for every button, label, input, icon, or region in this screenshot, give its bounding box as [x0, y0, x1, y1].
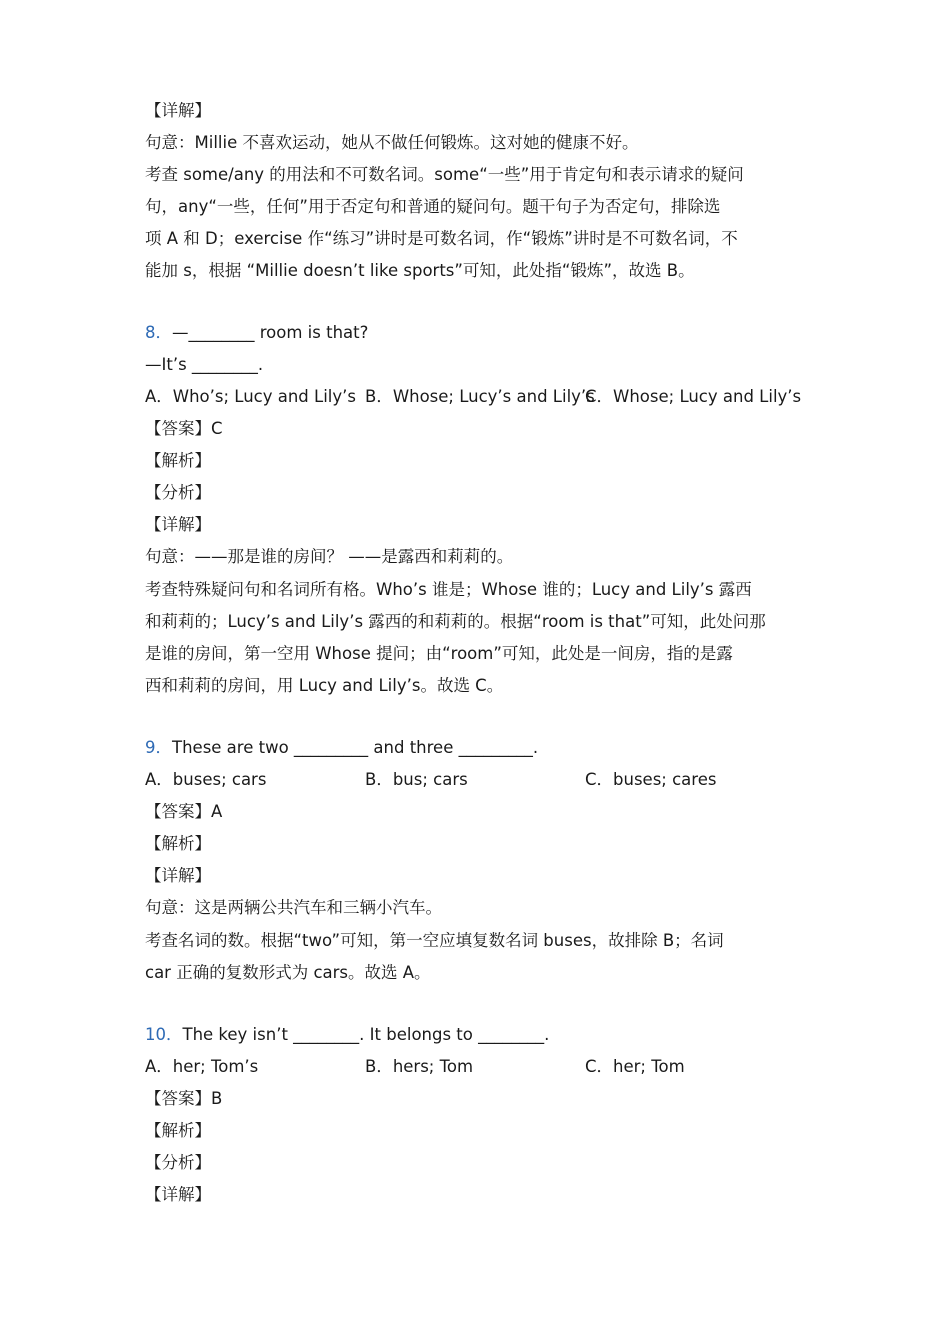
question-number: 10．	[145, 1025, 183, 1044]
answer-label: 【答案】B	[145, 1089, 223, 1108]
explanation-line: 考查名词的数。根据“two”可知，第一空应填复数名词 buses，故排除 B；名词	[145, 931, 724, 950]
explanation-line: car 正确的复数形式为 cars。故选 A。	[145, 963, 431, 982]
analysis-label: 【解析】	[145, 834, 211, 853]
question-8-stem-line-2: —It’s ________.	[145, 355, 264, 374]
option-b: B．bus; cars	[365, 770, 468, 789]
option-b: B．Whose; Lucy’s and Lily’s	[365, 387, 595, 406]
option-b: B．hers; Tom	[365, 1057, 474, 1076]
question-number: 8．	[145, 323, 172, 342]
option-a: A．Who’s; Lucy and Lily’s	[145, 387, 356, 406]
question-text: —________ room is that?	[172, 323, 369, 342]
detail-label: 【详解】	[145, 515, 211, 534]
fenxi-label: 【分析】	[145, 483, 211, 502]
explanation-line: 西和莉莉的房间，用 Lucy and Lily’s。故选 C。	[145, 676, 504, 695]
sentence-meaning: 句意：这是两辆公共汽车和三辆小汽车。	[145, 898, 442, 917]
question-number: 9．	[145, 738, 172, 757]
answer-label: 【答案】C	[145, 419, 223, 438]
sentence-meaning: 句意：——那是谁的房间？ ——是露西和莉莉的。	[145, 547, 514, 566]
option-c: C．buses; cares	[585, 770, 717, 789]
question-9-stem	[145, 737, 538, 759]
answer-label: 【答案】A	[145, 802, 223, 821]
fenxi-label: 【分析】	[145, 1153, 211, 1172]
sentence-meaning: 句意：Millie 不喜欢运动，她从不做任何锻炼。这对她的健康不好。	[145, 133, 639, 152]
question-10-stem	[145, 1024, 549, 1046]
detail-label: 【详解】	[145, 101, 211, 120]
option-c: C．her; Tom	[585, 1057, 685, 1076]
detail-label: 【详解】	[145, 1185, 211, 1204]
option-a: A．buses; cars	[145, 770, 267, 789]
explanation-line: 是谁的房间，第一空用 Whose 提问；由“room”可知，此处是一间房，指的是露	[145, 644, 733, 663]
question-text: These are two _________ and three _________.	[172, 738, 539, 757]
explanation-line: 能加 s，根据 “Millie doesn’t like sports”可知，此处指“锻炼”，故选 B。	[145, 261, 695, 280]
option-c: C．Whose; Lucy and Lily’s	[585, 387, 802, 406]
explanation-line: 考查特殊疑问句和名词所有格。Who’s 谁是；Whose 谁的；Lucy and Lily’s 露西	[145, 580, 752, 599]
question-text: The key isn’t ________. It belongs to ________.	[182, 1025, 550, 1044]
explanation-line: 和莉莉的；Lucy’s and Lily’s 露西的和莉莉的。根据“room is that”可知，此处问那	[145, 612, 766, 631]
explanation-line: 句，any“一些，任何”用于否定句和普通的疑问句。题干句子为否定句，排除选	[145, 197, 721, 216]
analysis-label: 【解析】	[145, 1121, 211, 1140]
detail-label: 【详解】	[145, 866, 211, 885]
option-a: A．her; Tom’s	[145, 1057, 259, 1076]
explanation-line: 考查 some/any 的用法和不可数名词。some“一些”用于肯定句和表示请求的疑问	[145, 165, 744, 184]
question-8-stem	[145, 322, 368, 344]
analysis-label: 【解析】	[145, 451, 211, 470]
explanation-line: 项 A 和 D；exercise 作“练习”讲时是可数名词，作“锻炼”讲时是不可数名词，不	[145, 229, 738, 248]
